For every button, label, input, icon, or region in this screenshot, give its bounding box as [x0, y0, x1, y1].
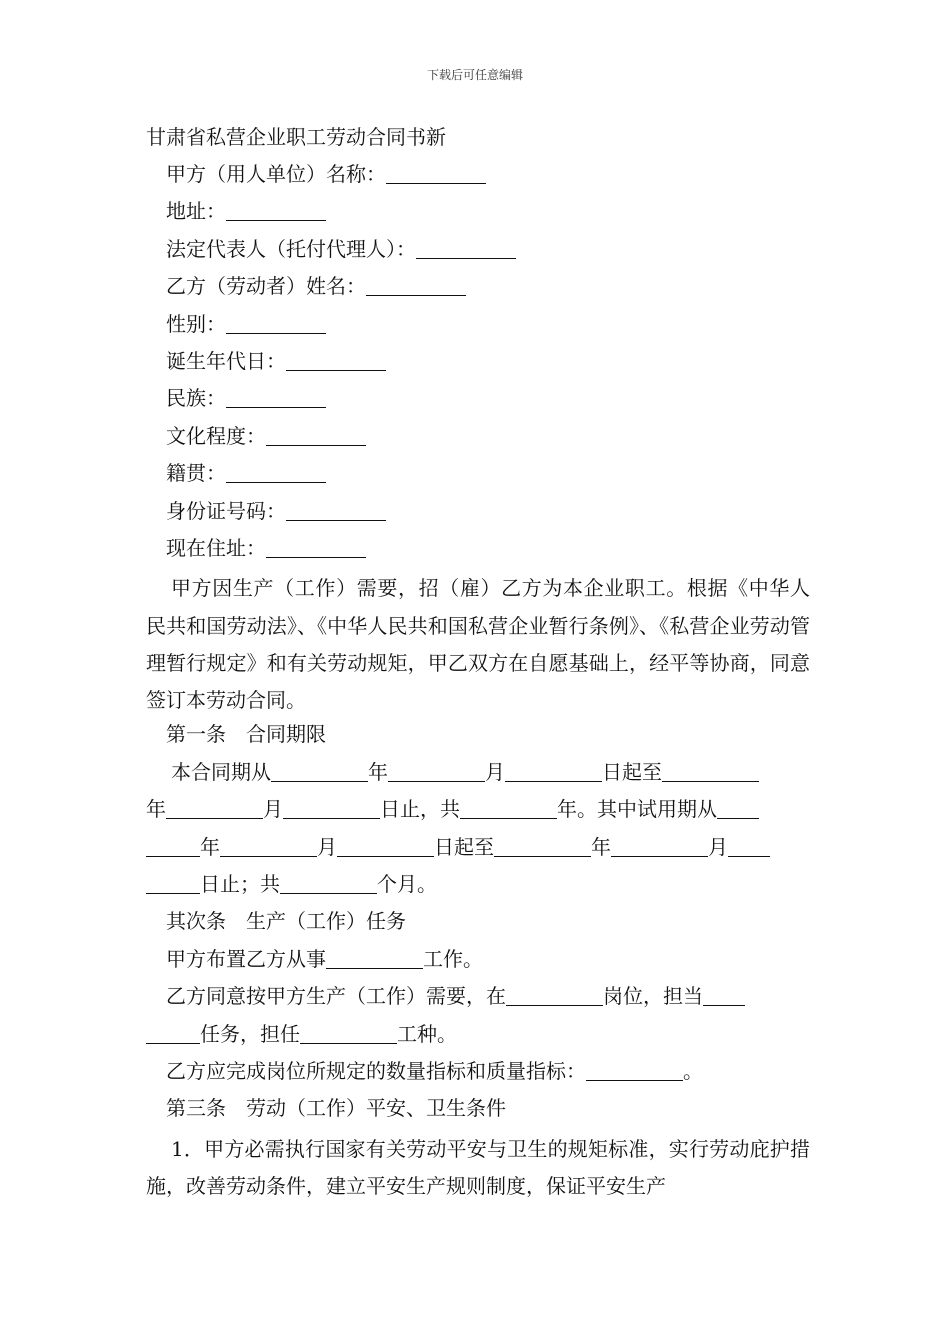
blank-field[interactable] [703, 983, 745, 1006]
blank-field[interactable] [506, 983, 603, 1006]
field-id-number: 身份证号码： [146, 496, 810, 533]
article-1-line: 年 月 日起至 年 月 [146, 832, 810, 869]
blank-field[interactable] [460, 796, 557, 819]
blank-field[interactable] [146, 1021, 200, 1044]
blank-field[interactable] [286, 498, 386, 521]
article-2-line: 乙方同意按甲方生产（工作）需要，在 岗位，担当 [146, 981, 810, 1018]
blank-field[interactable] [386, 161, 486, 184]
blank-field[interactable] [662, 759, 759, 782]
blank-field[interactable] [366, 273, 466, 296]
blank-field[interactable] [326, 946, 423, 969]
blank-field[interactable] [166, 796, 263, 819]
article-1-line: 年 月 日止，共 年。其中试用期从 [146, 794, 810, 831]
field-employee-name: 乙方（劳动者）姓名： [146, 271, 810, 308]
article-2-line: 甲方布置乙方从事 工作。 [166, 946, 483, 971]
article-3-paragraph: 1．甲方必需执行国家有关劳动平安与卫生的规矩标准，实行劳动庇护措施，改善劳动条件，建立平安生产规则制度，保证平安生产 [146, 1136, 810, 1199]
blank-field[interactable] [220, 834, 317, 857]
blank-field[interactable] [586, 1058, 683, 1081]
blank-field[interactable] [611, 834, 708, 857]
blank-field[interactable] [271, 759, 368, 782]
blank-field[interactable] [146, 871, 200, 894]
blank-field[interactable] [416, 236, 516, 259]
article-3-heading: 第三条 劳动（工作）平安、卫生条件 [166, 1096, 506, 1121]
blank-field[interactable] [337, 834, 434, 857]
page-header-note: 下载后可任意编辑 [426, 68, 523, 82]
blank-field[interactable] [505, 759, 602, 782]
blank-field[interactable] [728, 834, 770, 857]
blank-field[interactable] [226, 385, 326, 408]
blank-field[interactable] [226, 311, 326, 334]
blank-field[interactable] [266, 423, 366, 446]
field-address: 地址： [146, 196, 810, 233]
blank-field[interactable] [280, 871, 377, 894]
blank-field[interactable] [388, 759, 485, 782]
article-2-line: 任务，担任 工种。 [146, 1019, 810, 1056]
field-ethnicity: 民族： [146, 383, 810, 420]
field-native-place: 籍贯： [146, 458, 810, 495]
blank-field[interactable] [283, 796, 380, 819]
article-1-heading: 第一条 合同期限 [166, 722, 326, 747]
blank-field[interactable] [717, 796, 759, 819]
document-title: 甘肃省私营企业职工劳动合同书新 [146, 125, 446, 149]
blank-field[interactable] [266, 535, 366, 558]
field-legal-representative: 法定代表人（托付代理人）： [146, 234, 810, 271]
field-employer-name: 甲方（用人单位）名称： [146, 159, 810, 196]
blank-field[interactable] [494, 834, 591, 857]
blank-field[interactable] [226, 198, 326, 221]
article-2-line: 乙方应完成岗位所规定的数量指标和质量指标： 。 [166, 1059, 703, 1083]
field-education: 文化程度： [146, 421, 810, 458]
blank-field[interactable] [286, 348, 386, 371]
article-1-line: 本合同期从 年 月 日起至 [146, 757, 810, 794]
field-current-address: 现在住址： [146, 533, 810, 570]
field-gender: 性别： [146, 309, 810, 346]
article-1-line: 日止；共 个月。 [146, 869, 810, 906]
intro-paragraph: 甲方因生产（工作）需要，招（雇）乙方为本企业职工。根据《中华人民共和国劳动法》、《中华人民共和国私营企业暂行条例》、《私营企业劳动管理暂行规定》和有关劳动规矩，甲乙双方在自愿基础上，经平等协商，同意签订本劳动合同。 [146, 576, 810, 713]
blank-field[interactable] [226, 460, 326, 483]
contract-document [146, 122, 810, 1205]
blank-field[interactable] [300, 1021, 397, 1044]
article-2-heading: 其次条 生产（工作）任务 [166, 909, 406, 934]
blank-field[interactable] [146, 834, 200, 857]
field-birth-date: 诞生年代日： [146, 346, 810, 383]
